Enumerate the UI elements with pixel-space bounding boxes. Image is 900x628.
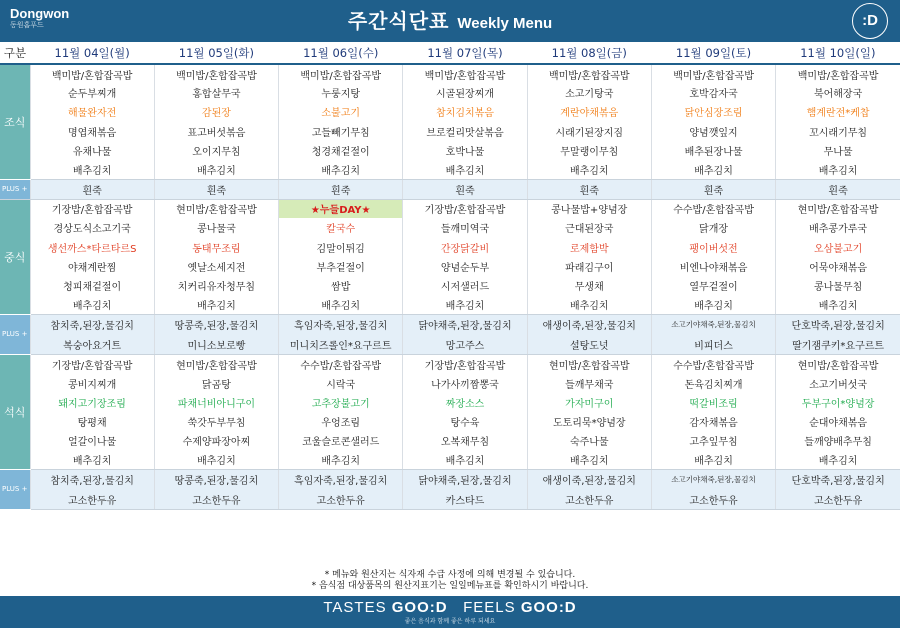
- menu-row: [0, 199, 900, 218]
- menu-item: 청경채겉절이: [279, 141, 403, 160]
- menu-item: 배추김치: [279, 160, 403, 179]
- plus-item: 흰죽: [30, 179, 154, 199]
- menu-item: 백미밥/혼합잡곡밥: [776, 64, 900, 83]
- logo-text: Dongwon: [10, 6, 70, 21]
- menu-item: 시골된장찌개: [403, 83, 527, 102]
- category-header: 구분: [0, 42, 30, 64]
- menu-item: 북어해장국: [776, 83, 900, 102]
- menu-item: 들깨무채국: [527, 373, 651, 392]
- menu-item: 호박나물: [403, 141, 527, 160]
- menu-item: 들깨미역국: [403, 218, 527, 237]
- menu-item: 경상도식소고기국: [30, 218, 154, 237]
- plus-item: 망고주스: [403, 334, 527, 354]
- plus-row: [0, 334, 900, 354]
- plus-item: 땅콩죽,된장,물김치: [154, 314, 278, 334]
- plus-row: [0, 179, 900, 199]
- plus-row: [0, 469, 900, 489]
- menu-item: 소고기버섯국: [776, 373, 900, 392]
- menu-item: 탕수육: [403, 412, 527, 431]
- menu-item: 백미밥/혼합잡곡밥: [527, 64, 651, 83]
- menu-item: 우엉조림: [279, 412, 403, 431]
- note-line: * 음식점 대상품목의 원산지표기는 일일메뉴표를 확인하시기 바랍니다.: [311, 581, 589, 591]
- plus-item: 단호박죽,된장,물김치: [776, 469, 900, 489]
- plus-item: 땅콩죽,된장,물김치: [154, 469, 278, 489]
- menu-item: 콩나물밥+양념장: [527, 199, 651, 218]
- menu-item: 감된장: [154, 102, 278, 121]
- slogan-good-1: GOO:D: [391, 599, 448, 616]
- logo-subtext: 동원홈푸드: [10, 21, 44, 29]
- day-header: 11월 04일(월): [30, 42, 154, 64]
- menu-row: [0, 64, 900, 83]
- menu-item: 어묵야채볶음: [776, 257, 900, 276]
- menu-row: [0, 257, 900, 276]
- menu-item: 배추김치: [651, 160, 775, 179]
- menu-item: 햄계란전*케찹: [776, 102, 900, 121]
- menu-item: 현미밥/혼합잡곡밥: [776, 199, 900, 218]
- plus-item: 흰죽: [279, 179, 403, 199]
- menu-item: 배추된장나물: [651, 141, 775, 160]
- plus-item: 고소한두유: [527, 489, 651, 509]
- menu-item: 청피채겉절이: [30, 276, 154, 295]
- meal-label: 중식: [0, 199, 30, 314]
- plus-item: 흰죽: [403, 179, 527, 199]
- menu-item: 돈육김치찌개: [651, 373, 775, 392]
- day-header: 11월 07일(목): [403, 42, 527, 64]
- menu-item: 닭안심장조림: [651, 102, 775, 121]
- menu-item: 기장밥/혼합잡곡밥: [403, 354, 527, 373]
- menu-item: 배추김치: [279, 295, 403, 314]
- menu-row: [0, 412, 900, 431]
- menu-item: 고추잎무침: [651, 431, 775, 450]
- plus-item: 흑임자죽,된장,물김치: [279, 314, 403, 334]
- menu-item: 유채나물: [30, 141, 154, 160]
- menu-item: 옛날소세지전: [154, 257, 278, 276]
- plus-item: 단호박죽,된장,물김치: [776, 314, 900, 334]
- day-header: 11월 06일(수): [279, 42, 403, 64]
- menu-item: 고추장불고기: [279, 393, 403, 412]
- plus-item: 참치죽,된장,물김치: [30, 314, 154, 334]
- weekly-menu-table: [0, 42, 900, 510]
- menu-item: 돼지고기장조림: [30, 393, 154, 412]
- menu-row: [0, 102, 900, 121]
- plus-item: 흰죽: [776, 179, 900, 199]
- menu-item: 수수밥/혼합잡곡밥: [279, 354, 403, 373]
- plus-item: 고소한두유: [154, 489, 278, 509]
- menu-item: 배추김치: [776, 450, 900, 469]
- menu-item: 치커리유자청무침: [154, 276, 278, 295]
- title-english: Weekly Menu: [457, 15, 553, 32]
- menu-row: [0, 295, 900, 314]
- menu-row: [0, 160, 900, 179]
- footer-banner: [0, 596, 900, 628]
- menu-item: 팽이버섯전: [651, 238, 775, 257]
- menu-item: 숙주나물: [527, 431, 651, 450]
- menu-item: 수수밥/혼합잡곡밥: [651, 354, 775, 373]
- menu-item: 무말랭이무침: [527, 141, 651, 160]
- meal-label: 석식: [0, 354, 30, 469]
- menu-item: 비엔나야채볶음: [651, 257, 775, 276]
- plus-item: 미니치즈롤인*요구르트: [279, 334, 403, 354]
- menu-item: 부추겉절이: [279, 257, 403, 276]
- plus-item: 고소한두유: [30, 489, 154, 509]
- menu-row: [0, 393, 900, 412]
- day-header: 11월 08일(금): [527, 42, 651, 64]
- menu-item: 파채너비아니구이: [154, 393, 278, 412]
- plus-item: 흑임자죽,된장,물김치: [279, 469, 403, 489]
- plus-row: [0, 314, 900, 334]
- menu-item: 열무겉절이: [651, 276, 775, 295]
- menu-item: 가자미구이: [527, 393, 651, 412]
- menu-item: 시저샐러드: [403, 276, 527, 295]
- menu-item: 양념순두부: [403, 257, 527, 276]
- menu-item: 배추김치: [154, 160, 278, 179]
- menu-item: 배추김치: [154, 295, 278, 314]
- menu-item: 닭곰탕: [154, 373, 278, 392]
- brand-badge-icon: :D: [852, 3, 888, 39]
- menu-item: 나가사끼짬뽕국: [403, 373, 527, 392]
- plus-item: 소고기야채죽,된장,물김치: [651, 314, 775, 334]
- menu-item: 계란야채볶음: [527, 102, 651, 121]
- menu-item: 쑥갓두부무침: [154, 412, 278, 431]
- menu-item: 호박감자국: [651, 83, 775, 102]
- menu-item: 순두부찌개: [30, 83, 154, 102]
- menu-item: 오복채무침: [403, 431, 527, 450]
- page-title: [0, 0, 900, 42]
- plus-item: 카스타드: [403, 489, 527, 509]
- plus-item: 흰죽: [154, 179, 278, 199]
- menu-item: 배추김치: [651, 450, 775, 469]
- menu-item: 표고버섯볶음: [154, 122, 278, 141]
- plus-item: 복숭아요거트: [30, 334, 154, 354]
- title-korean: 주간식단표: [347, 9, 450, 33]
- plus-item: 참치죽,된장,물김치: [30, 469, 154, 489]
- menu-item: 배추콩가루국: [776, 218, 900, 237]
- menu-item: 배추김치: [527, 450, 651, 469]
- slogan-tastes: TASTES: [323, 599, 387, 616]
- plus-item: 고소한두유: [776, 489, 900, 509]
- plus-label: PLUS +: [0, 314, 30, 354]
- menu-item: 홍합살무국: [154, 83, 278, 102]
- menu-item: 생선까스*타르타르S: [30, 238, 154, 257]
- menu-item: 배추김치: [403, 450, 527, 469]
- note-line: * 메뉴와 원산지는 식자재 수급 사정에 의해 변경될 수 있습니다.: [324, 570, 576, 580]
- menu-item: 소고기탕국: [527, 83, 651, 102]
- menu-row: [0, 238, 900, 257]
- menu-item: 콩비지찌개: [30, 373, 154, 392]
- plus-label: PLUS +: [0, 179, 30, 199]
- plus-label: PLUS +: [0, 469, 30, 509]
- menu-item: 배추김치: [279, 450, 403, 469]
- menu-item: 배추김치: [154, 450, 278, 469]
- menu-item: 누룽지탕: [279, 83, 403, 102]
- menu-item: 닭개장: [651, 218, 775, 237]
- menu-item: 배추김치: [30, 450, 154, 469]
- menu-item: 배추김치: [527, 295, 651, 314]
- plus-item: 미니소보로빵: [154, 334, 278, 354]
- menu-item: 기장밥/혼합잡곡밥: [30, 354, 154, 373]
- plus-item: 흰죽: [651, 179, 775, 199]
- plus-item: 애생이죽,된장,물김치: [527, 469, 651, 489]
- menu-item: 기장밥/혼합잡곡밥: [30, 199, 154, 218]
- plus-item: 흰죽: [527, 179, 651, 199]
- menu-item: 들깨양배추무침: [776, 431, 900, 450]
- menu-item: 야채계란찜: [30, 257, 154, 276]
- menu-item: 소불고기: [279, 102, 403, 121]
- menu-row: [0, 450, 900, 469]
- menu-row: [0, 83, 900, 102]
- plus-item: 딸기잼쿠키*요구르트: [776, 334, 900, 354]
- plus-item: 애생이죽,된장,물김치: [527, 314, 651, 334]
- menu-item: 감자채볶음: [651, 412, 775, 431]
- menu-item: 고들빼기무침: [279, 122, 403, 141]
- menu-item: 해물완자전: [30, 102, 154, 121]
- menu-item: 배추김치: [30, 160, 154, 179]
- menu-body: [0, 64, 900, 509]
- menu-item: 코울슬로콘샐러드: [279, 431, 403, 450]
- menu-row: [0, 431, 900, 450]
- menu-item: 파래김구이: [527, 257, 651, 276]
- plus-item: 비피더스: [651, 334, 775, 354]
- plus-item: 닭야채죽,된장,물김치: [403, 314, 527, 334]
- menu-item: 꼬시래기무침: [776, 122, 900, 141]
- menu-item: 칼국수: [279, 218, 403, 237]
- menu-item: 시래기된장지짐: [527, 122, 651, 141]
- plus-item: 고소한두유: [279, 489, 403, 509]
- menu-item: 콩나물국: [154, 218, 278, 237]
- menu-row: [0, 354, 900, 373]
- menu-item: 브로컬리맛살볶음: [403, 122, 527, 141]
- menu-item: 백미밥/혼합잡곡밥: [154, 64, 278, 83]
- menu-item: 김말이튀김: [279, 238, 403, 257]
- day-header-row: [0, 42, 900, 64]
- menu-item: 도토리묵*양념장: [527, 412, 651, 431]
- menu-item: 수제양파장아찌: [154, 431, 278, 450]
- slogan-good-2: GOO:D: [520, 599, 577, 616]
- menu-row: [0, 122, 900, 141]
- menu-item: 배추김치: [403, 295, 527, 314]
- menu-item: 양념깻잎지: [651, 122, 775, 141]
- menu-item: 오이지무침: [154, 141, 278, 160]
- menu-item: 탕평채: [30, 412, 154, 431]
- menu-item: 현미밥/혼합잡곡밥: [154, 199, 278, 218]
- menu-item: 간장닭갈비: [403, 238, 527, 257]
- menu-item: 현미밥/혼합잡곡밥: [527, 354, 651, 373]
- menu-item: 시락국: [279, 373, 403, 392]
- meal-label: 조식: [0, 64, 30, 179]
- menu-item: 참치김치볶음: [403, 102, 527, 121]
- menu-item: 현미밥/혼합잡곡밥: [154, 354, 278, 373]
- menu-item: 백미밥/혼합잡곡밥: [403, 64, 527, 83]
- notes: [0, 570, 900, 592]
- menu-row: [0, 373, 900, 392]
- menu-item: 짜장소스: [403, 393, 527, 412]
- day-header: 11월 05일(화): [154, 42, 278, 64]
- menu-item: 콩나물무침: [776, 276, 900, 295]
- menu-item: 배추김치: [403, 160, 527, 179]
- menu-item: 배추김치: [776, 295, 900, 314]
- menu-item: 오삼불고기: [776, 238, 900, 257]
- menu-item: 쌈밥: [279, 276, 403, 295]
- menu-row: [0, 141, 900, 160]
- plus-row: [0, 489, 900, 509]
- plus-item: 소고기야채죽,된장,물김치: [651, 469, 775, 489]
- menu-item: 로제함박: [527, 238, 651, 257]
- day-header: 11월 10일(일): [776, 42, 900, 64]
- plus-item: 고소한두유: [651, 489, 775, 509]
- menu-item: 배추김치: [651, 295, 775, 314]
- menu-item: 수수밥/혼합잡곡밥: [651, 199, 775, 218]
- slogan-subtext: 좋은 음식과 함께 좋은 하루 되세요: [404, 618, 496, 625]
- menu-item: 무나물: [776, 141, 900, 160]
- menu-header: [0, 0, 900, 42]
- menu-item: ★누들DAY★: [279, 199, 403, 218]
- menu-item: 명엽채볶음: [30, 122, 154, 141]
- menu-row: [0, 218, 900, 237]
- menu-item: 순대야채볶음: [776, 412, 900, 431]
- slogan: [0, 596, 900, 618]
- menu-item: 기장밥/혼합잡곡밥: [403, 199, 527, 218]
- day-header: 11월 09일(토): [651, 42, 775, 64]
- menu-item: 백미밥/혼합잡곡밥: [651, 64, 775, 83]
- menu-item: 동태무조림: [154, 238, 278, 257]
- plus-item: 닭야채죽,된장,물김치: [403, 469, 527, 489]
- menu-item: 근대된장국: [527, 218, 651, 237]
- menu-item: 배추김치: [776, 160, 900, 179]
- menu-item: 배추김치: [30, 295, 154, 314]
- plus-item: 설탕도넛: [527, 334, 651, 354]
- menu-item: 백미밥/혼합잡곡밥: [30, 64, 154, 83]
- slogan-feels: FEELS: [463, 599, 516, 616]
- menu-row: [0, 276, 900, 295]
- menu-item: 무생채: [527, 276, 651, 295]
- menu-item: 얼갈이나물: [30, 431, 154, 450]
- menu-item: 배추김치: [527, 160, 651, 179]
- menu-item: 현미밥/혼합잡곡밥: [776, 354, 900, 373]
- menu-item: 떡갈비조림: [651, 393, 775, 412]
- menu-item: 백미밥/혼합잡곡밥: [279, 64, 403, 83]
- menu-item: 두부구이*양념장: [776, 393, 900, 412]
